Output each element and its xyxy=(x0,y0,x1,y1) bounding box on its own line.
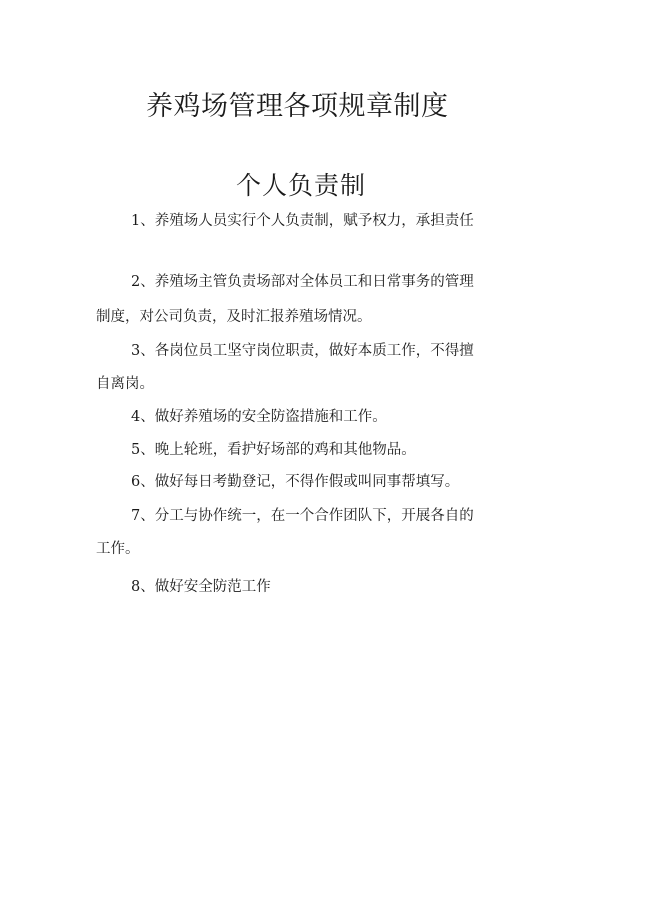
rule-line-3-cont: 自离岗。 xyxy=(96,376,154,392)
rule-line-1: 1、养殖场人员实行个人负责制，赋予权力，承担责任 xyxy=(131,213,474,229)
rule-line-8: 8、做好安全防范工作 xyxy=(131,579,271,595)
rule-line-6: 6、做好每日考勤登记，不得作假或叫同事帮填写。 xyxy=(131,474,460,490)
rule-line-2-cont: 制度，对公司负责，及时汇报养殖场情况。 xyxy=(96,309,372,325)
rule-line-4: 4、做好养殖场的安全防盗措施和工作。 xyxy=(131,409,387,425)
rule-line-3: 3、各岗位员工坚守岗位职责，做好本质工作，不得擅 xyxy=(131,343,474,359)
section-title: 个人负责制 xyxy=(236,171,367,200)
rule-line-2: 2、养殖场主管负责场部对全体员工和日常事务的管理 xyxy=(131,274,474,290)
rule-line-7-cont: 工作。 xyxy=(96,541,140,557)
rule-line-5: 5、晚上轮班，看护好场部的鸡和其他物品。 xyxy=(131,442,416,458)
rule-line-7: 7、分工与协作统一，在一个合作团队下，开展各自的 xyxy=(131,508,474,524)
document-title: 养鸡场管理各项规章制度 xyxy=(146,91,449,122)
